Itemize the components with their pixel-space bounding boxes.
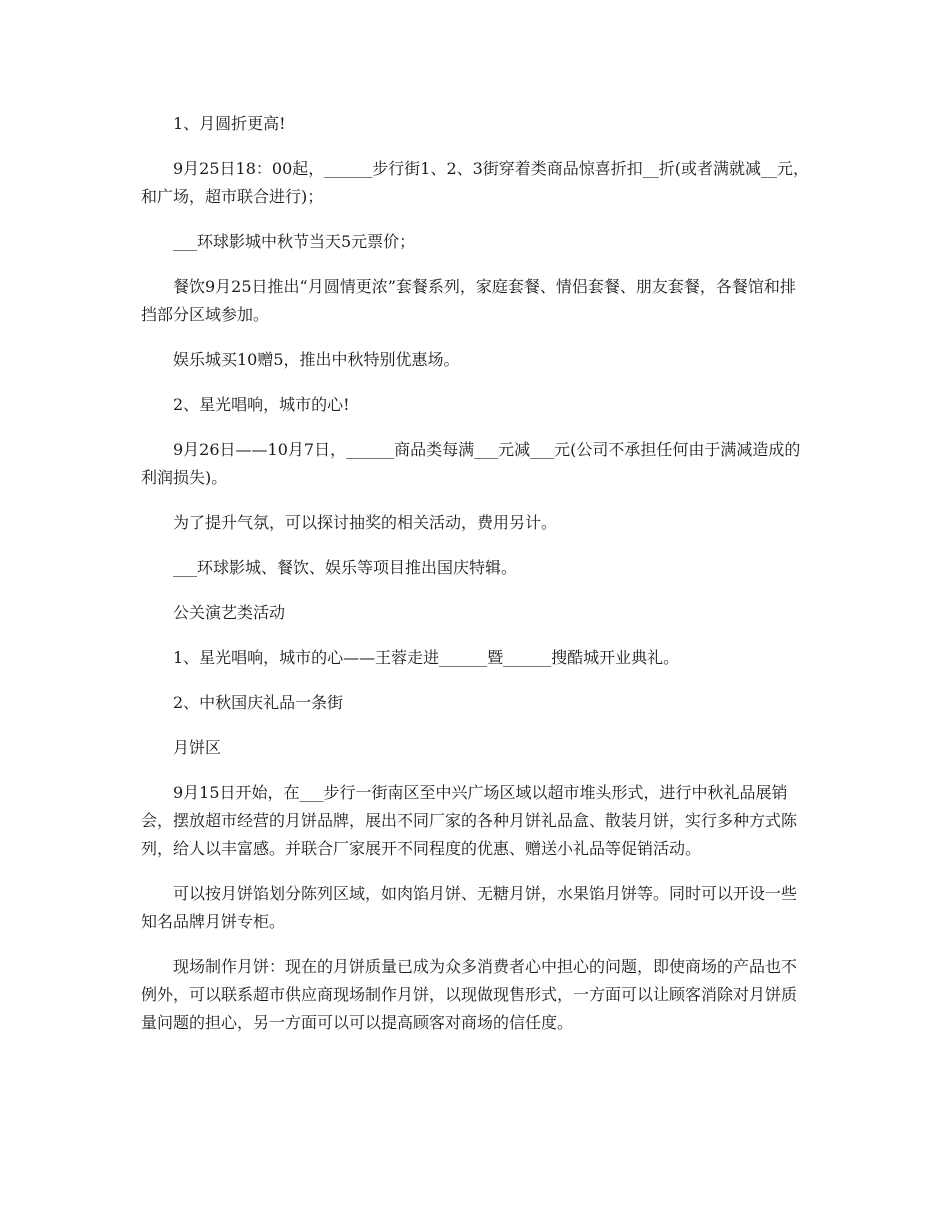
paragraph: 1、星光唱响，城市的心——王蓉走进______暨______搜酷城开业典礼。 [173, 648, 680, 667]
paragraph: 现场制作月饼：现在的月饼质量已成为众多消费者心中担心的问题，即使商场的产品也不例外，可以联系超市供应商现场制作月饼，以现做现售形式，一方面可以让顾客消除对月饼质量问题的担心，另一方面可以可以提高顾客对商场的信任度。 [141, 957, 798, 1032]
paragraph: 餐饮9月25日推出“月圆情更浓”套餐系列，家庭套餐、情侣套餐、朋友套餐，各餐馆和排挡部分区域参加。 [141, 277, 796, 324]
paragraph: 2、星光唱响，城市的心! [173, 395, 350, 414]
paragraph: 2、中秋国庆礼品一条街 [173, 693, 344, 712]
paragraph: ___环球影城中秋节当天5元票价； [173, 232, 416, 251]
paragraph: 1、月圆折更高! [173, 114, 286, 133]
paragraph: 9月15日开始，在___步行一街南区至中兴广场区域以超市堆头形式，进行中秋礼品展销会，摆放超市经营的月饼品牌，展出不同厂家的各种月饼礼品盒、散装月饼，实行多种方式陈列，给人以丰富感。并联合厂家展开不同程度的优惠、赠送小礼品等促销活动。 [141, 783, 798, 858]
paragraph: 为了提升气氛，可以探讨抽奖的相关活动，费用另计。 [173, 513, 558, 532]
paragraph: 可以按月饼馅划分陈列区域，如肉馅月饼、无糖月饼，水果馅月饼等。同时可以开设一些知名品牌月饼专柜。 [141, 884, 798, 931]
section-heading: 月饼区 [173, 738, 222, 757]
paragraph: 9月26日——10月7日，______商品类每满___元减___元(公司不承担任何由于满减造成的利润损失)。 [141, 440, 801, 487]
paragraph: 9月25日18：00起，______步行街1、2、3街穿着类商品惊喜折扣__折(或者满就减__元，和广场，超市联合进行)； [141, 159, 810, 206]
document-body [141, 110, 811, 1054]
paragraph: ___环球影城、餐饮、娱乐等项目推出国庆特辑。 [173, 558, 518, 577]
section-heading: 公关演艺类活动 [173, 603, 286, 622]
paragraph: 娱乐城买10赠5，推出中秋特别优惠场。 [173, 350, 460, 369]
